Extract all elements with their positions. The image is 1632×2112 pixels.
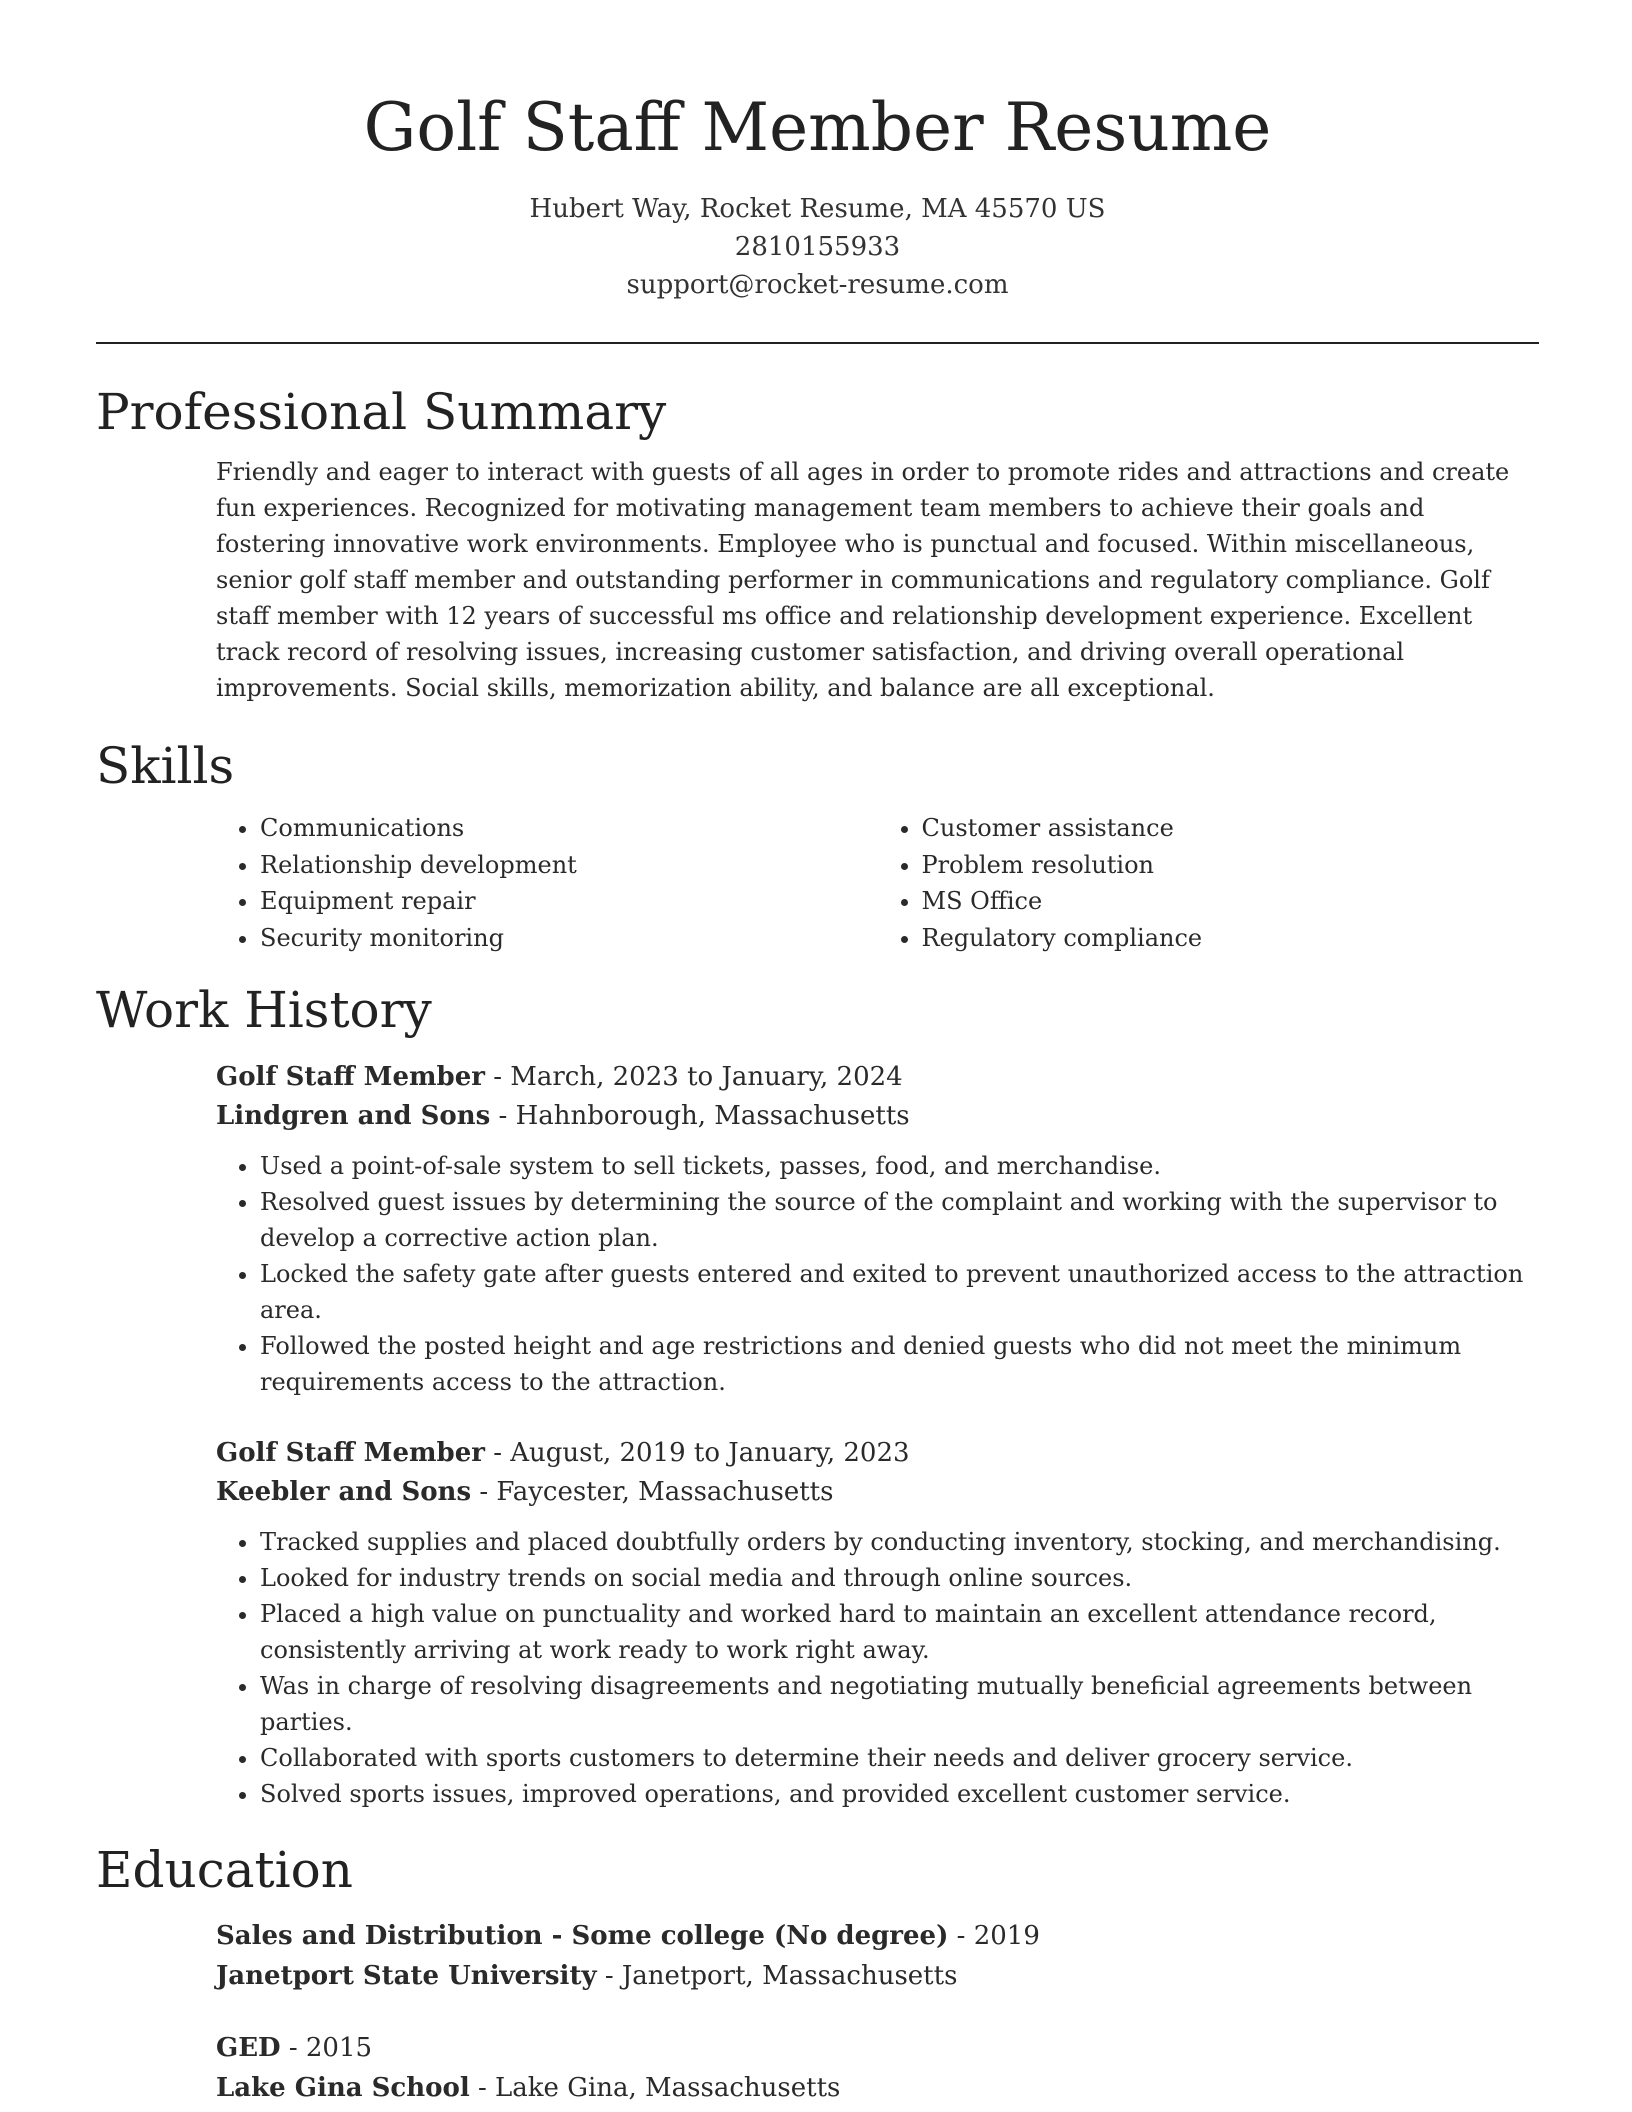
job-company-line bbox=[216, 1097, 1539, 1136]
job-position: Golf Staff Member bbox=[216, 1062, 485, 1092]
job-bullet: • Was in charge of resolving disagreements and negotiating mutually beneficial agreements between parties. bbox=[260, 1668, 1539, 1740]
skills-grid bbox=[216, 810, 1539, 956]
summary-text: Friendly and eager to interact with guests of all ages in order to promote rides and attractions and create fun experiences. Recognized for motivating management team members to achieve their goals and fostering innovative work environments. Employee who is punctual and focused. Within miscellaneous, senior golf staff member and outstanding performer in communications and regulatory compliance. Golf staff member with 12 years of successful ms office and relationship development experience. Excellent track record of resolving issues, increasing customer satisfaction, and driving overall operational improvements. Social skills, memorization ability, and balance are all exceptional. bbox=[216, 458, 1510, 702]
summary-heading: Professional Summary bbox=[96, 383, 667, 441]
job-bullet: • Placed a high value on punctuality and worked hard to maintain an excellent attendance record, consistently arriving at work ready to work right away. bbox=[260, 1596, 1539, 1668]
contact-phone: 2810155933 bbox=[734, 232, 901, 262]
education-degree: GED bbox=[216, 2033, 281, 2063]
education-school-line bbox=[216, 2068, 1539, 2108]
resume-page bbox=[96, 0, 1539, 2108]
skills-section bbox=[96, 734, 1539, 956]
education-degree-line bbox=[216, 2028, 1539, 2068]
job-bullets bbox=[216, 1524, 1539, 1812]
job-company-line bbox=[216, 1473, 1539, 1512]
job-bullet: • Collaborated with sports customers to determine their needs and deliver grocery service. bbox=[260, 1740, 1539, 1776]
resume-title: Golf Staff Member Resume bbox=[363, 89, 1272, 166]
job-bullet: • Tracked supplies and placed doubtfully orders by conducting inventory, stocking, and merchandising. bbox=[260, 1524, 1539, 1560]
education-location: - Lake Gina, Massachusetts bbox=[469, 2073, 841, 2103]
work-history-heading: Work History bbox=[96, 981, 432, 1039]
skill-item: • Problem resolution bbox=[922, 847, 1540, 884]
job-location: - Hahnborough, Massachusetts bbox=[490, 1101, 910, 1131]
job-dates: - March, 2023 to January, 2024 bbox=[484, 1062, 903, 1092]
job-entry bbox=[216, 1434, 1539, 1812]
skill-item: • MS Office bbox=[922, 883, 1540, 920]
job-bullet: • Followed the posted height and age restrictions and denied guests who did not meet the minimum requirements access to the attraction. bbox=[260, 1328, 1539, 1400]
job-location: - Faycester, Massachusetts bbox=[471, 1477, 834, 1507]
job-bullet: • Resolved guest issues by determining the source of the complaint and working with the supervisor to develop a corrective action plan. bbox=[260, 1184, 1539, 1256]
job-title-line bbox=[216, 1058, 1539, 1097]
job-bullet: • Used a point-of-sale system to sell tickets, passes, food, and merchandise. bbox=[260, 1148, 1539, 1184]
job-company: Lindgren and Sons bbox=[216, 1101, 491, 1131]
skills-list-left bbox=[216, 810, 878, 956]
job-entry bbox=[216, 1058, 1539, 1400]
education-degree: Sales and Distribution - Some college (No degree) bbox=[216, 1921, 949, 1951]
skills-heading: Skills bbox=[96, 737, 235, 795]
work-history-section bbox=[96, 978, 1539, 1812]
skill-item: • Customer assistance bbox=[922, 810, 1540, 847]
education-school-line bbox=[216, 1956, 1539, 1996]
education-heading: Education bbox=[96, 1841, 353, 1899]
education-degree-line bbox=[216, 1916, 1539, 1956]
education-year: - 2015 bbox=[280, 2033, 373, 2063]
skill-item: • Security monitoring bbox=[260, 920, 878, 957]
resume-header bbox=[96, 0, 1539, 304]
education-year: - 2019 bbox=[948, 1921, 1040, 1951]
contact-block bbox=[96, 190, 1539, 304]
skills-list-right bbox=[878, 810, 1540, 956]
education-section bbox=[96, 1838, 1539, 2108]
skill-item: • Equipment repair bbox=[260, 883, 878, 920]
job-dates: - August, 2019 to January, 2023 bbox=[484, 1438, 910, 1468]
job-bullet: • Looked for industry trends on social media and through online sources. bbox=[260, 1560, 1539, 1596]
contact-address: Hubert Way, Rocket Resume, MA 45570 US bbox=[529, 194, 1106, 224]
contact-email: support@rocket-resume.com bbox=[626, 270, 1009, 300]
education-entry bbox=[216, 1916, 1539, 1996]
header-divider bbox=[96, 342, 1539, 344]
education-school: Lake Gina School bbox=[216, 2073, 470, 2103]
education-location: - Janetport, Massachusetts bbox=[596, 1961, 958, 1991]
skill-item: • Regulatory compliance bbox=[922, 920, 1540, 957]
job-position: Golf Staff Member bbox=[216, 1438, 485, 1468]
skill-item: • Relationship development bbox=[260, 847, 878, 884]
education-entry bbox=[216, 2028, 1539, 2108]
job-title-line bbox=[216, 1434, 1539, 1473]
skill-item: • Communications bbox=[260, 810, 878, 847]
education-school: Janetport State University bbox=[216, 1961, 597, 1991]
job-company: Keebler and Sons bbox=[216, 1477, 472, 1507]
job-bullet: • Solved sports issues, improved operations, and provided excellent customer service. bbox=[260, 1776, 1539, 1812]
job-bullets bbox=[216, 1148, 1539, 1400]
job-bullet: • Locked the safety gate after guests entered and exited to prevent unauthorized access to the attraction area. bbox=[260, 1256, 1539, 1328]
professional-summary-section bbox=[96, 380, 1539, 706]
